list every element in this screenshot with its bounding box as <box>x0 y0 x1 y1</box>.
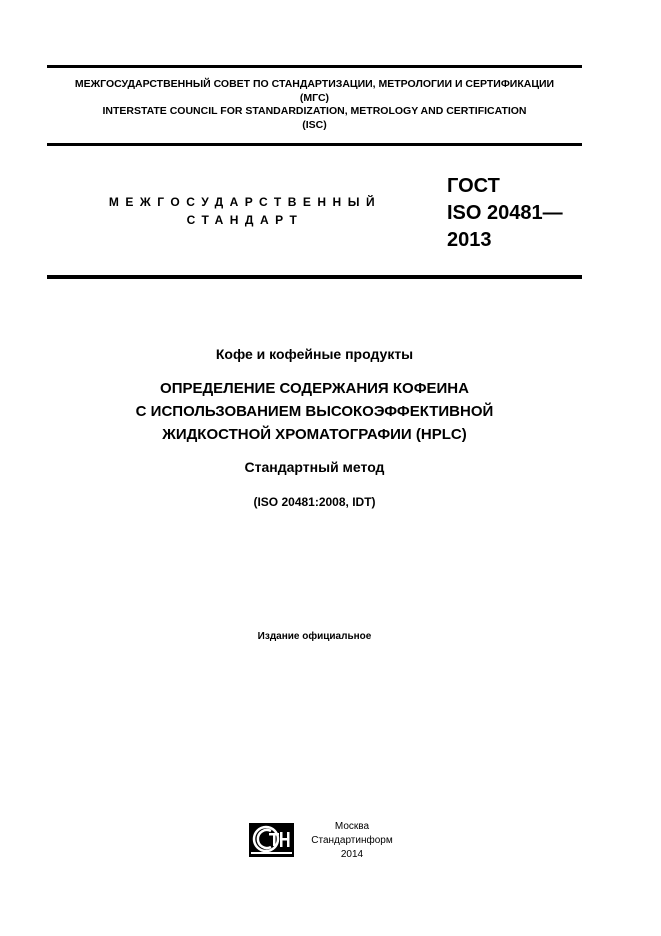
iso-reference: (ISO 20481:2008, IDT) <box>253 495 376 509</box>
council-abbr-ru: (МГС) <box>299 92 330 104</box>
edition-note: Издание официальное <box>257 631 372 642</box>
document-title-line1: ОПРЕДЕЛЕНИЕ СОДЕРЖАНИЯ КОФЕИНА <box>160 380 469 397</box>
council-name-ru: МЕЖГОСУДАРСТВЕННЫЙ СОВЕТ ПО СТАНДАРТИЗАЦИИ, МЕТРОЛОГИИ И СЕРТИФИКАЦИИ <box>74 78 555 90</box>
gost-designation-line2: ISO 20481— <box>447 202 563 224</box>
document-subject: Кофе и кофейные продукты <box>215 346 414 362</box>
standartinform-logo-icon <box>249 823 294 857</box>
publication-year: 2014 <box>340 849 364 860</box>
standard-type-line1: МЕЖГОСУДАРСТВЕННЫЙ <box>108 195 382 209</box>
council-abbr-en: (ISC) <box>302 119 327 131</box>
document-method: Стандартный метод <box>244 459 385 475</box>
publisher-city: Москва <box>334 821 370 832</box>
gost-designation-line1: ГОСТ <box>447 175 500 197</box>
document-title-line3: ЖИДКОСТНОЙ ХРОМАТОГРАФИИ (HPLC) <box>162 426 467 443</box>
header-bottom-rule <box>47 143 582 146</box>
standard-type-line2: СТАНДАРТ <box>186 213 304 227</box>
publisher-name: Стандартинформ <box>311 835 393 846</box>
designation-bottom-rule <box>47 275 582 279</box>
document-title-line2: С ИСПОЛЬЗОВАНИЕМ ВЫСОКОЭФФЕКТИВНОЙ <box>135 403 494 420</box>
council-name-en: INTERSTATE COUNCIL FOR STANDARDIZATION, METROLOGY AND CERTIFICATION <box>102 105 527 117</box>
top-rule <box>47 65 582 68</box>
gost-designation-line3: 2013 <box>447 229 492 251</box>
